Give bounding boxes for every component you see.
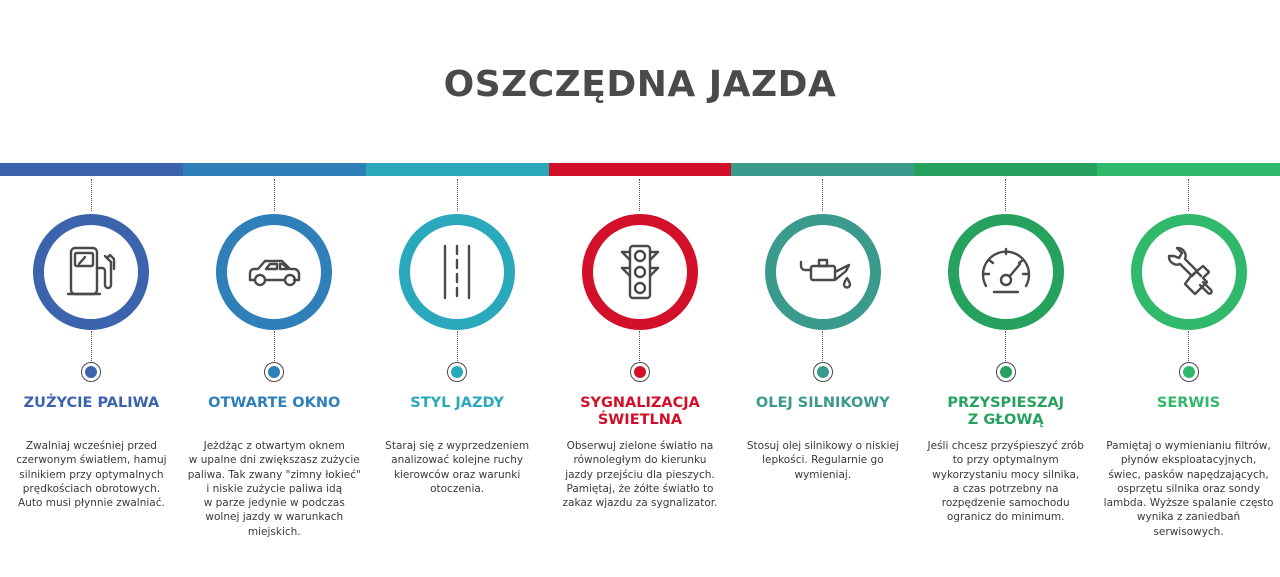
timeline-dot xyxy=(264,362,284,382)
band-segment xyxy=(914,163,1097,176)
icon-ring xyxy=(399,214,515,330)
step-heading: SYGNALIZACJA ŚWIETLNA xyxy=(580,395,700,428)
connector-line xyxy=(91,179,92,211)
connector-line xyxy=(822,331,823,361)
step-heading: STYL JAZDY xyxy=(410,395,504,411)
timeline-dot xyxy=(81,362,101,382)
step-traffic-lights xyxy=(549,176,732,576)
step-open-window xyxy=(183,176,366,576)
wrench-hand-icon xyxy=(1157,240,1221,304)
fuel-pump-icon xyxy=(59,240,123,304)
step-fuel-consumption xyxy=(0,176,183,576)
step-heading: ZUŻYCIE PALIWA xyxy=(23,395,160,411)
band-segment xyxy=(366,163,549,176)
connector-line xyxy=(457,179,458,211)
band-segment xyxy=(731,163,914,176)
connector-line xyxy=(1005,179,1006,211)
icon-ring xyxy=(216,214,332,330)
band-segment xyxy=(183,163,366,176)
step-description: Pamiętaj o wymienianiu filtrów, płynów eksploatacyjnych, świec, pasków napędzających, osprzętu silnika oraz sondy lambda. Wyższe spalanie często wynika z zaniedbań serwisowych. xyxy=(1103,440,1274,538)
timeline-dot xyxy=(1179,362,1199,382)
icon-ring xyxy=(33,214,149,330)
color-band xyxy=(0,163,1280,176)
connector-line xyxy=(1188,331,1189,361)
oil-can-icon xyxy=(791,240,855,304)
road-icon xyxy=(425,240,489,304)
step-description: Jeżdżąc z otwartym oknem w upalne dni zwiększasz zużycie paliwa. Tak zwany "zimny łokieć" i niskie zużycie paliwa idą w parze jedynie w podczas wolnej jazdy w warunkach miejskich. xyxy=(187,440,361,538)
connector-line xyxy=(1188,179,1189,211)
icon-ring xyxy=(1131,214,1247,330)
step-description: Jeśli chcesz przyśpieszyć zrób to przy optymalnym wykorzystaniu mocy silnika, a czas potrzebny na rozpędzenie samochodu ogranicz do minimum. xyxy=(927,440,1084,524)
connector-line xyxy=(91,331,92,361)
step-description: Staraj się z wyprzedzeniem analizować kolejne ruchy kierowców oraz warunki otoczenia. xyxy=(385,440,530,495)
timeline-dot xyxy=(447,362,467,382)
connector-line xyxy=(822,179,823,211)
step-description: Stosuj olej silnikowy o niskiej lepkości. Regularnie go wymieniaj. xyxy=(746,440,899,481)
step-heading: OTWARTE OKNO xyxy=(208,395,341,411)
connector-line xyxy=(639,179,640,211)
step-service xyxy=(1097,176,1280,576)
timeline-dot xyxy=(996,362,1016,382)
speedometer-icon xyxy=(974,240,1038,304)
page-title: OSZCZĘDNA JAZDA xyxy=(443,64,837,105)
step-heading: SERWIS xyxy=(1156,395,1221,411)
timeline-dot xyxy=(813,362,833,382)
car-icon xyxy=(242,240,306,304)
connector-line xyxy=(639,331,640,361)
band-segment xyxy=(0,163,183,176)
connector-line xyxy=(274,331,275,361)
step-engine-oil xyxy=(731,176,914,576)
step-accelerate-wisely xyxy=(914,176,1097,576)
icon-ring xyxy=(948,214,1064,330)
connector-line xyxy=(274,179,275,211)
step-heading: OLEJ SILNIKOWY xyxy=(755,395,890,411)
band-segment xyxy=(549,163,732,176)
icon-ring xyxy=(582,214,698,330)
step-description: Zwalniaj wcześniej przed czerwonym światłem, hamuj silnikiem przy optymalnych prędkościach obrotowych. Auto musi płynnie zwalniać. xyxy=(16,440,167,510)
connector-line xyxy=(1005,331,1006,361)
traffic-light-icon xyxy=(608,240,672,304)
step-description: Obserwuj zielone światło na równoległym do kierunku jazdy przejściu dla pieszych. Pamiętaj, że żółte światło to zakaz wjazdu za sygnalizator. xyxy=(562,440,718,510)
step-heading: PRZYSPIESZAJ Z GŁOWĄ xyxy=(947,395,1065,428)
timeline-dot xyxy=(630,362,650,382)
band-segment xyxy=(1097,163,1280,176)
icon-ring xyxy=(765,214,881,330)
connector-line xyxy=(457,331,458,361)
step-driving-style xyxy=(366,176,549,576)
